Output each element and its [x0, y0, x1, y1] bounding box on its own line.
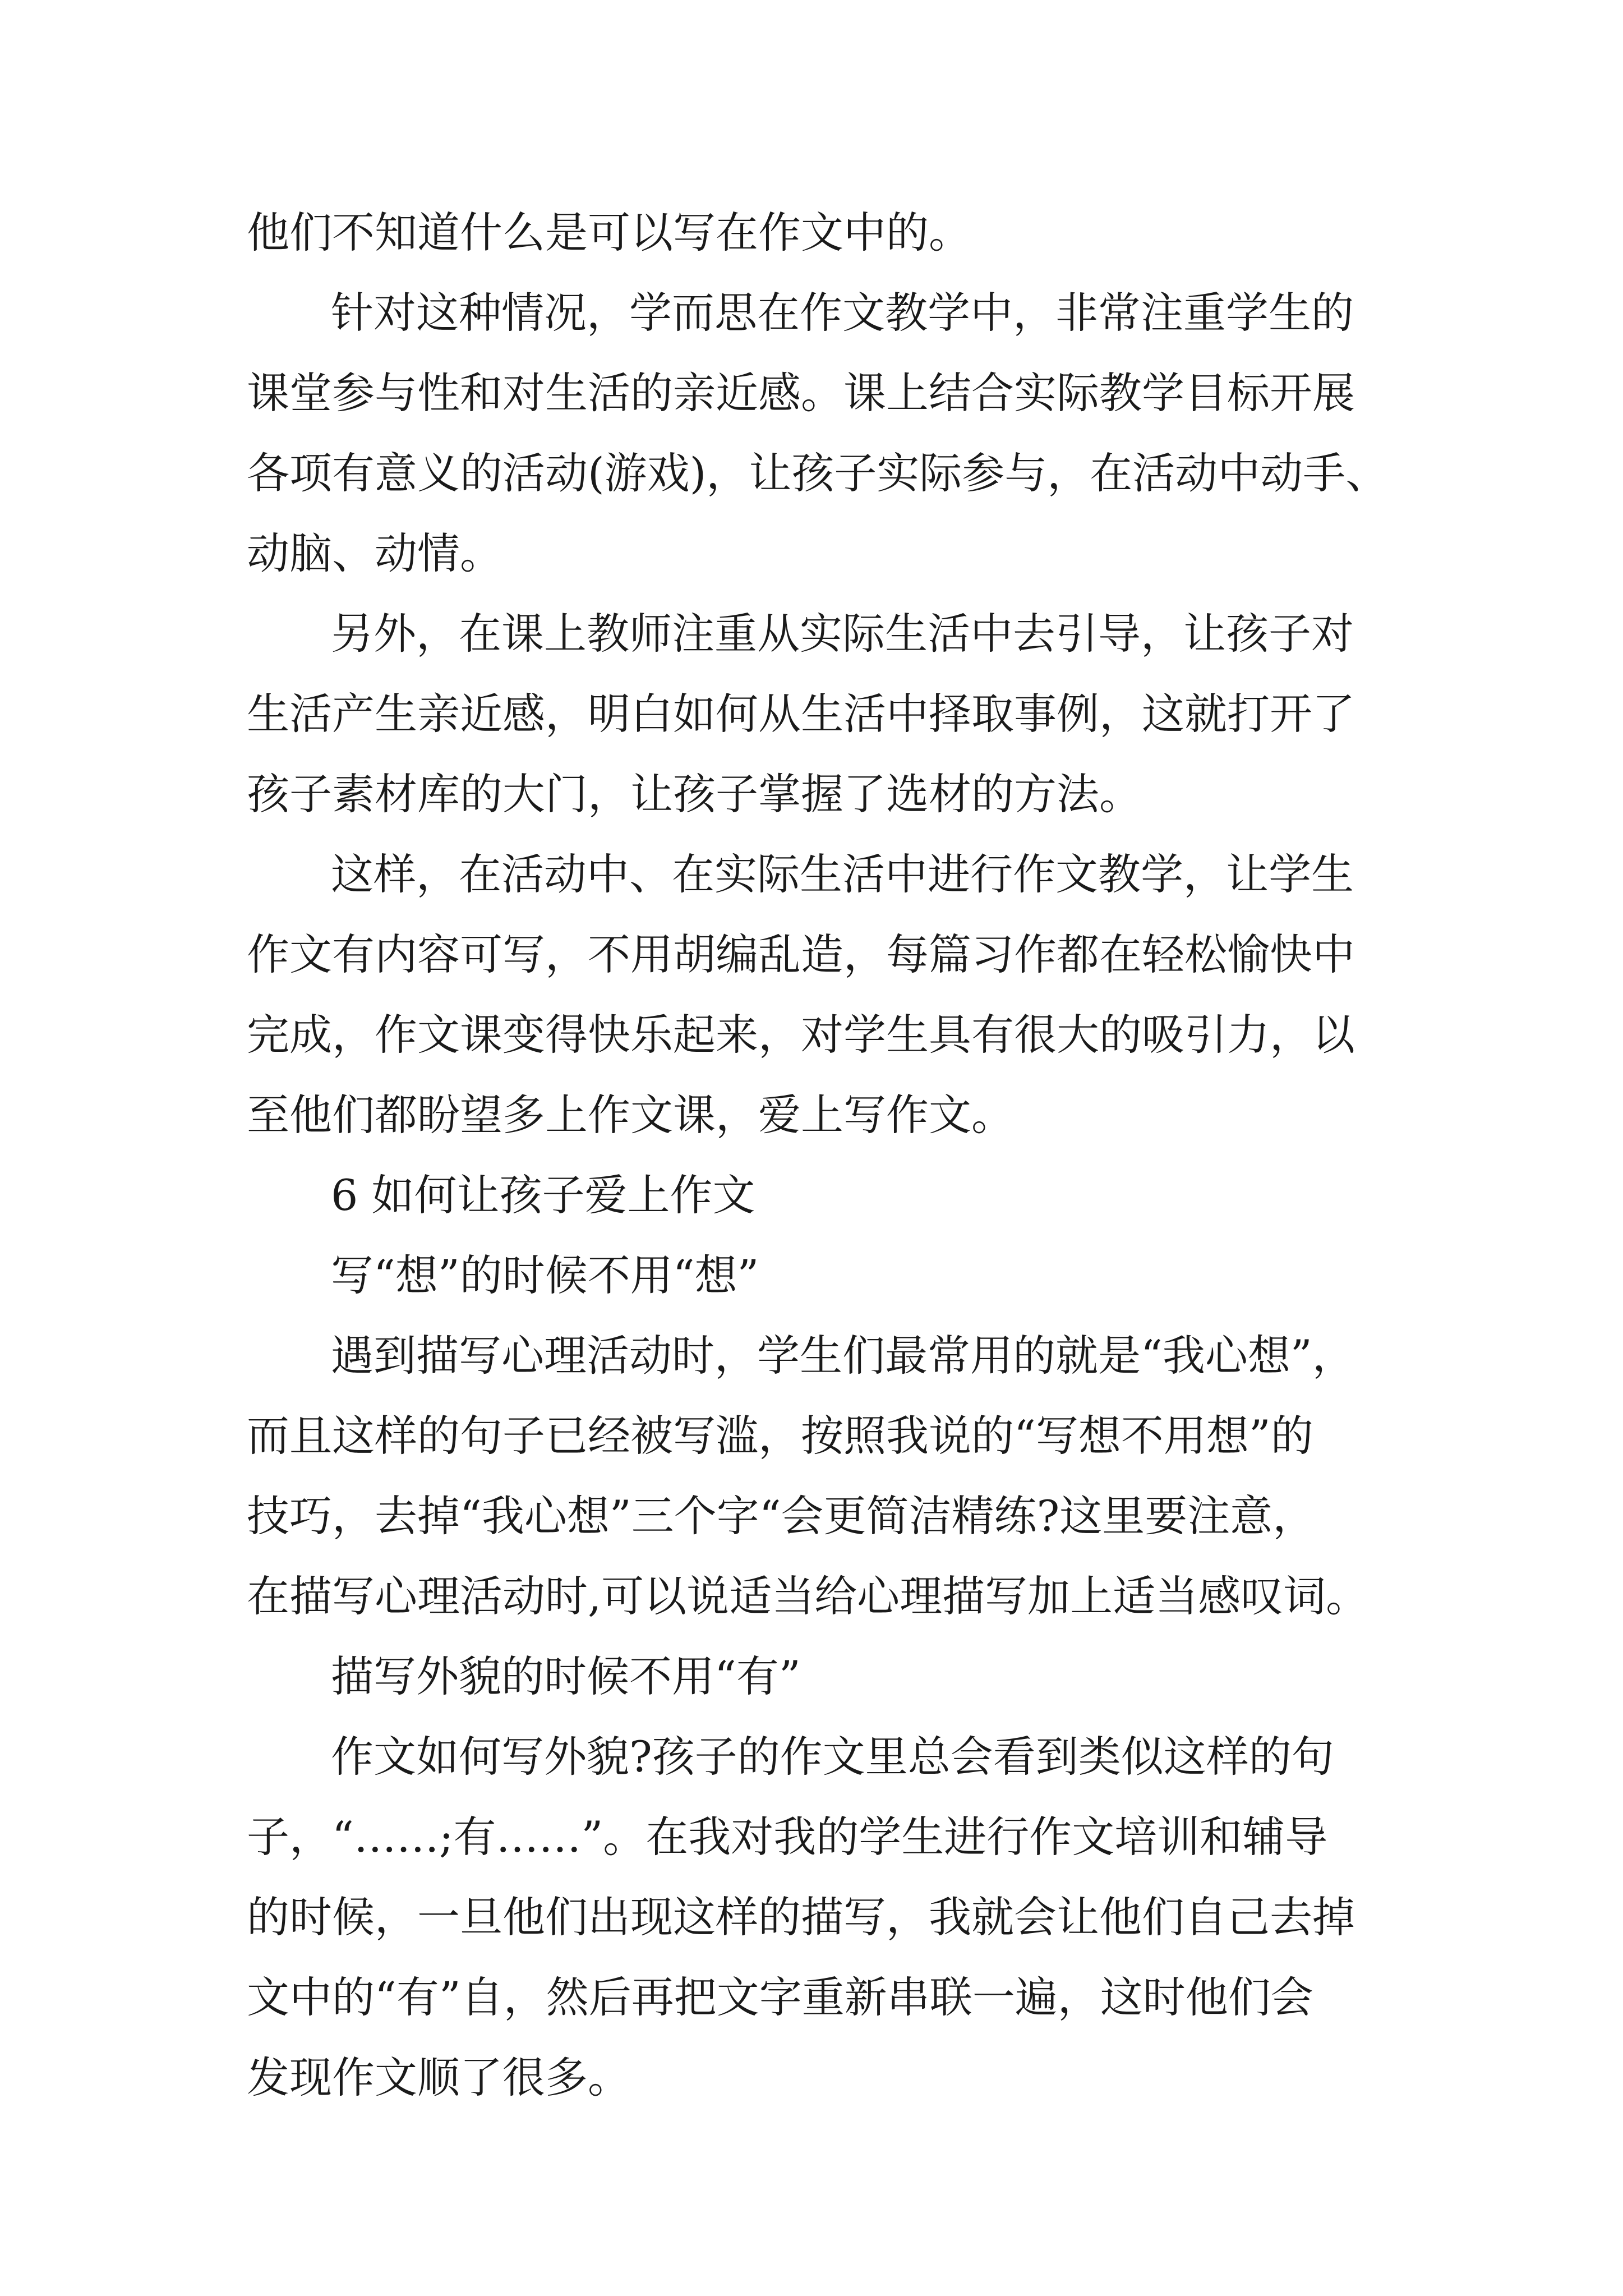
text-line	[0, 996, 1623, 1074]
text-line	[0, 755, 1623, 834]
line-text: 作文如何写外貌?孩子的作文里总会看到类似这样的句	[331, 1732, 1334, 1782]
line-text: 各项有意义的活动(游戏)，让孩子实际参与，在活动中动手、	[247, 448, 1389, 498]
text-line	[0, 675, 1623, 753]
line-text: 遇到描写心理活动时，学生们最常用的就是“我心想”，	[331, 1331, 1355, 1381]
line-text: 动脑、动情。	[247, 528, 502, 578]
section-heading: 6 如何让孩子爱上作文	[331, 1170, 755, 1220]
text-line	[0, 1397, 1623, 1475]
line-text: 至他们都盼望多上作文课，爱上写作文。	[247, 1090, 1014, 1140]
text-line	[0, 915, 1623, 994]
text-line	[0, 1798, 1623, 1876]
text-line	[0, 514, 1623, 593]
text-line	[0, 1156, 1623, 1235]
line-text: 子，“……;有……”。在我对我的学生进行作文培训和辅导	[247, 1812, 1328, 1862]
line-text: 而且这样的句子已经被写滥，按照我说的“写想不用想”的	[247, 1411, 1313, 1461]
text-line	[0, 835, 1623, 914]
text-line	[0, 595, 1623, 673]
line-text: 这样，在活动中、在实际生活中进行作文教学，让学生	[331, 849, 1354, 899]
text-line	[0, 1718, 1623, 1796]
line-text: 的时候，一旦他们出现这样的描写，我就会让他们自己去掉	[247, 1892, 1355, 1942]
subheading: 写“想”的时候不用“想”	[331, 1250, 759, 1300]
line-text: 作文有内容可写，不用胡编乱造，每篇习作都在轻松愉快中	[247, 930, 1355, 979]
text-line	[0, 1076, 1623, 1154]
line-text: 他们不知道什么是可以写在作文中的。	[247, 208, 971, 257]
text-line	[0, 1477, 1623, 1556]
text-line	[0, 1236, 1623, 1315]
line-text: 针对这种情况，学而思在作文教学中，非常注重学生的	[331, 288, 1354, 338]
line-text: 生活产生亲近感，明白如何从生活中择取事例，这就打开了	[247, 689, 1355, 739]
subheading: 描写外貌的时候不用“有”	[331, 1651, 801, 1701]
text-line	[0, 194, 1623, 272]
text-line	[0, 434, 1623, 513]
line-text: 发现作文顺了很多。	[247, 2053, 630, 2102]
line-text: 技巧，去掉“我心想”三个字“会更简洁精练?这里要注意，	[247, 1491, 1316, 1541]
line-text: 完成，作文课变得快乐起来，对学生具有很大的吸引力，以	[247, 1010, 1355, 1060]
line-text: 文中的“有”自，然后再把文字重新串联一遍，这时他们会	[247, 1972, 1313, 2022]
text-line	[0, 354, 1623, 432]
line-text: 在描写心理活动时,可以说适当给心理描写加上适当感叹词。	[247, 1571, 1369, 1621]
text-line	[0, 1958, 1623, 2037]
text-line	[0, 1557, 1623, 1636]
line-text: 课堂参与性和对生活的亲近感。课上结合实际教学目标开展	[247, 368, 1355, 418]
text-line	[0, 1878, 1623, 1957]
line-text: 孩子素材库的大门，让孩子掌握了选材的方法。	[247, 769, 1142, 819]
text-line	[0, 274, 1623, 352]
text-line	[0, 1317, 1623, 1395]
text-line	[0, 1637, 1623, 1716]
line-text: 另外，在课上教师注重从实际生活中去引导，让孩子对	[331, 609, 1354, 659]
text-line	[0, 2039, 1623, 2117]
